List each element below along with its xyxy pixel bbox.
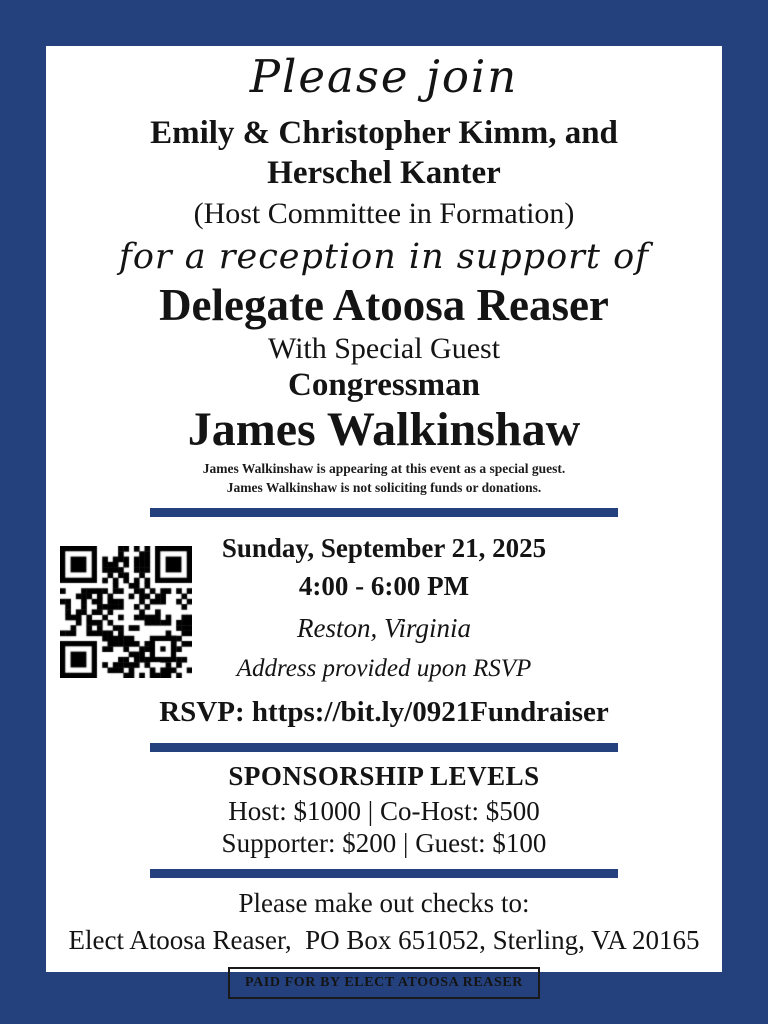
guest-title: Congressman — [288, 366, 480, 403]
checks-address: Elect Atoosa Reaser, PO Box 651052, Sterling, VA 20165 — [68, 924, 700, 955]
flyer-sheet — [46, 46, 722, 990]
guest-disclaimer — [46, 459, 722, 498]
hosts-line-1: Emily & Christopher Kimm, and — [150, 115, 618, 151]
qr-code — [60, 546, 192, 678]
checks-instruction: Please make out checks to: — [238, 888, 530, 919]
sponsorship-title: SPONSORSHIP LEVELS — [228, 760, 540, 791]
sponsorship-line-1: Host: $1000 | Co-Host: $500 — [228, 795, 540, 826]
honoree-name: Delegate Atoosa Reaser — [159, 280, 609, 331]
divider-sponsorship-bottom — [150, 869, 618, 878]
sponsorship-line-2: Supporter: $200 | Guest: $100 — [221, 827, 547, 858]
reception-script-text: for a reception in support of — [118, 236, 650, 277]
host-committee-note: (Host Committee in Formation) — [193, 196, 575, 230]
divider-sponsorship-top — [150, 743, 618, 752]
event-details-section — [46, 532, 722, 730]
event-city: Reston, Virginia — [297, 613, 471, 644]
event-date: Sunday, September 21, 2025 — [221, 532, 547, 563]
paid-for-disclosure-box: PAID FOR BY ELECT ATOOSA REASER — [228, 967, 540, 999]
guest-name: James Walkinshaw — [187, 402, 581, 456]
special-guest-label: With Special Guest — [267, 331, 501, 365]
hosts-line-2: Herschel Kanter — [267, 155, 501, 192]
rsvp-link[interactable]: RSVP: https://bit.ly/0921Fundraiser — [159, 696, 609, 729]
disclaimer-line-2: James Walkinshaw is not soliciting funds or donations. — [226, 480, 542, 496]
intro-script-text: Please join — [249, 50, 519, 103]
disclaimer-line-1: James Walkinshaw is appearing at this event as a special guest. — [202, 460, 566, 476]
divider-top — [150, 508, 618, 517]
event-time: 4:00 - 6:00 PM — [298, 571, 470, 602]
event-address-note: Address provided upon RSVP — [236, 654, 532, 682]
